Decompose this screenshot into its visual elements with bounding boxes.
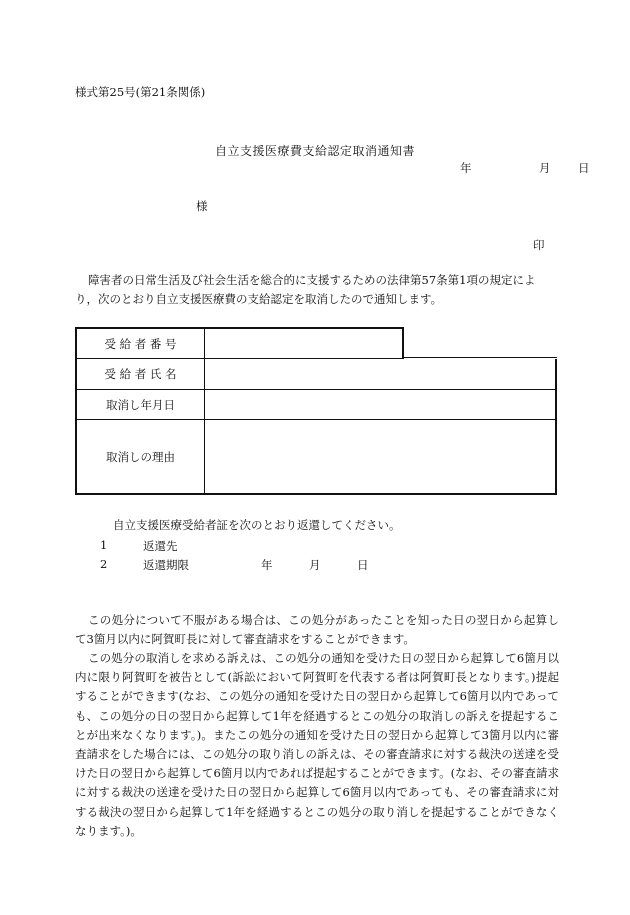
- lawsuit-notice: この処分の取消しを求める訴えは、この処分の通知を受けた日の翌日から起算して6箇月以内に限り阿賀町を被告として(訴訟において阿賀町を代表する者は阿賀町長となります。)提起することができます(なお、この処分の通知を受けた日の翌日から起算して6箇月以内であっても、この処分の日の翌日から起算して1年を経過するとこの処分の取消しの訴えを提起することが出来なくなります。)。またこの処分の通知を受けた日の翌日から起算して3箇月以内に審査請求をした場合には、この処分の取り消しの訴えは、その審査請求に対する裁決の送達を受けた日の翌日から起算して6箇月以内であれば提起することができます。(なお、その審査請求に対する裁決の送達を受けた日の翌日から起算して6箇月以内であっても、その審査請求に対する裁決の翌日から起算して1年を経過するとこの処分の取り消しを提起することができなくなります。)。: [75, 651, 559, 838]
- column-divider: [204, 327, 205, 495]
- seal-mark: 印: [533, 238, 545, 252]
- date-day: 日: [577, 161, 590, 175]
- label-cancel-date: 取消し年月日: [106, 397, 175, 412]
- form-number: 様式第25号(第21条関係): [75, 85, 206, 99]
- label-recipient-number: 受 給 者 番 号: [104, 336, 177, 351]
- certification-table: [75, 327, 557, 495]
- addressee-suffix: 様: [196, 199, 208, 213]
- date-year: 年: [460, 161, 472, 175]
- intro-paragraph: 障害者の日常生活及び社会生活を総合的に支援するための法律第57条第1項の規定により，次のとおり自立支援医療費の支給認定を取消したので通知します。: [75, 273, 536, 306]
- notch-gap-right: [555, 327, 557, 359]
- return-item-number: 2: [100, 557, 108, 571]
- deadline-month: 月: [309, 558, 321, 572]
- issue-date: [460, 160, 589, 176]
- notch-gap-top: [404, 327, 557, 329]
- label-cancel-reason: 取消しの理由: [106, 449, 175, 464]
- document-title: 自立支援医療費支給認定取消通知書: [214, 144, 415, 158]
- return-instruction: 自立支援医療受給者証を次のとおり返還してください。: [113, 518, 401, 532]
- notch-bottom: [402, 357, 557, 358]
- return-item-number: 1: [100, 538, 108, 552]
- return-deadline: 返還期限: [143, 558, 189, 572]
- appeal-notice: この処分について不服がある場合は、この処分があったことを知った日の翌日から起算して3箇月以内に阿賀町長に対して審査請求をすることができます。: [75, 613, 559, 647]
- deadline-day: 日: [357, 558, 369, 572]
- deadline-year: 年: [261, 558, 273, 572]
- return-destination: 返還先: [143, 539, 178, 553]
- label-recipient-name: 受 給 者 氏 名: [104, 367, 177, 381]
- date-month: 月: [538, 161, 551, 175]
- notch-vertical: [402, 327, 404, 359]
